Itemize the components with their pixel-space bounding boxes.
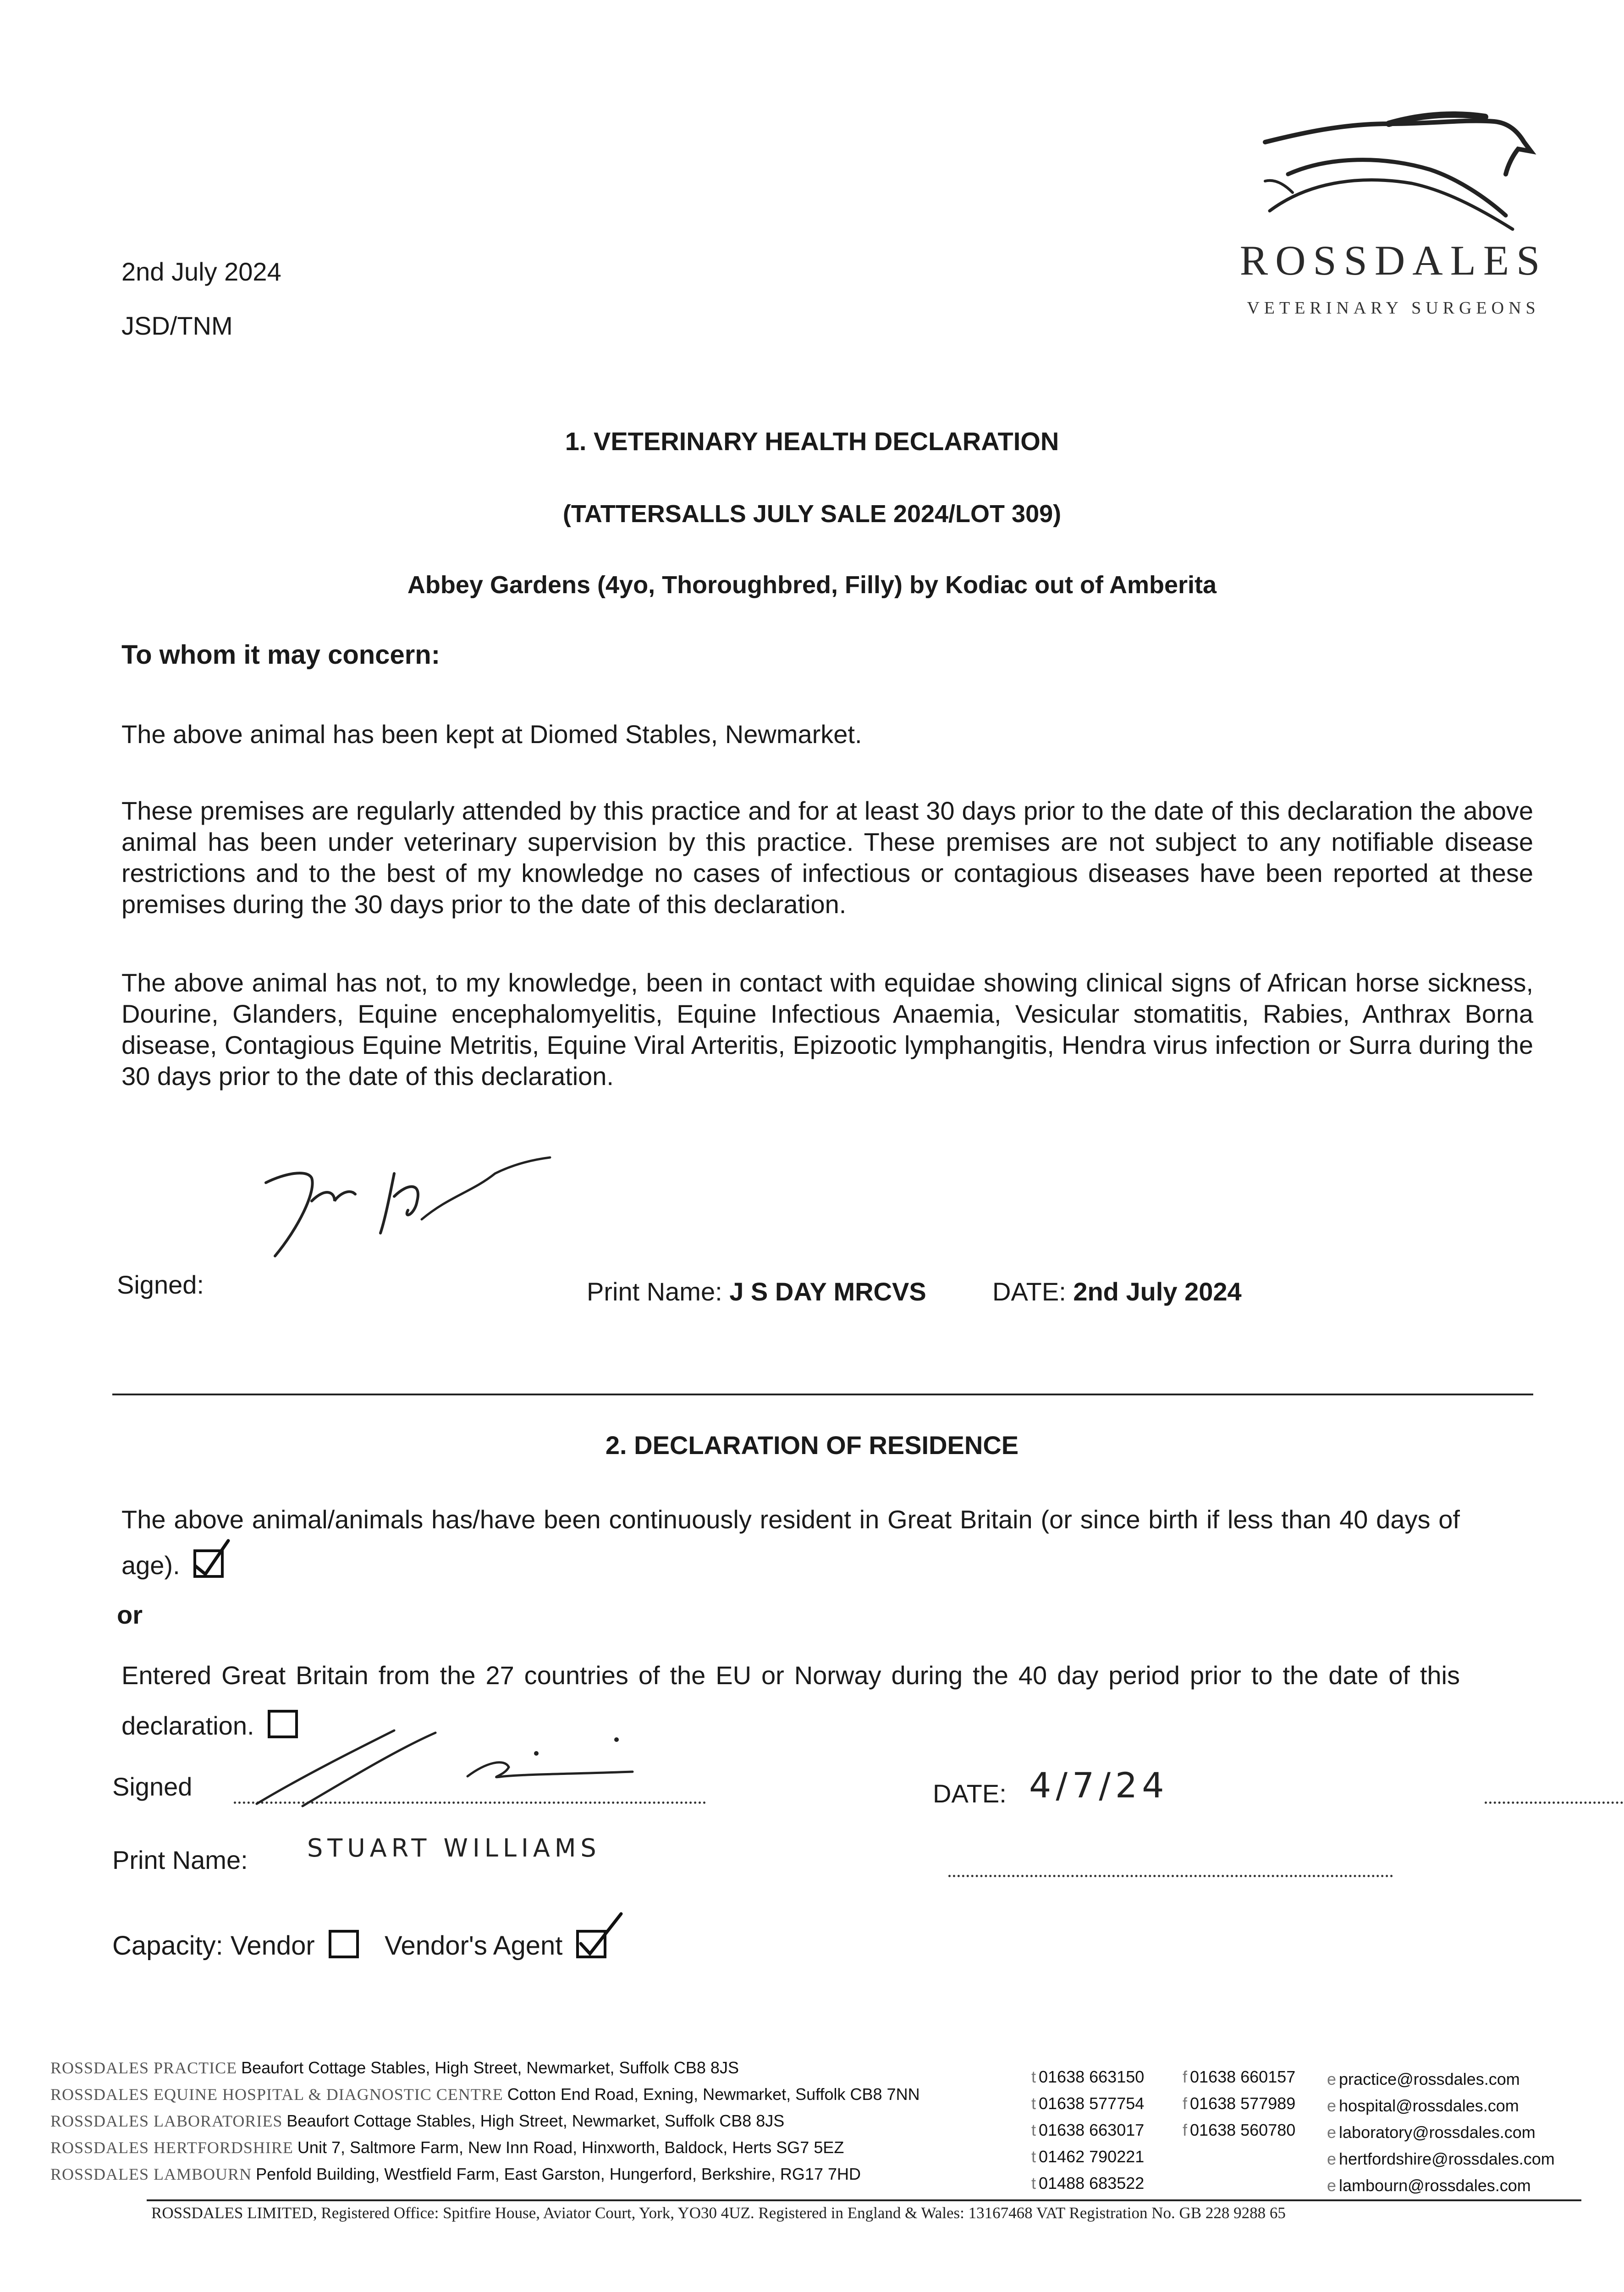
footer-email-link[interactable]: practice@rossdales.com [1339, 2070, 1520, 2088]
section-divider [112, 1394, 1533, 1395]
vet-date-label: DATE: [992, 1277, 1066, 1306]
letter-reference: JSD/TNM [121, 311, 233, 340]
check-mark-icon [575, 1912, 626, 1962]
salutation: To whom it may concern: [121, 640, 440, 670]
vet-signature-image [257, 1155, 559, 1265]
vendor-agent-label: Vendor's Agent [384, 1931, 563, 1961]
agent-signed-label: Signed [112, 1772, 193, 1801]
agent-print-name-line [948, 1852, 1393, 1877]
vendor-checkbox[interactable] [329, 1930, 359, 1958]
paragraph-premises: The above animal has been kept at Diomed Stables, Newmarket. [121, 720, 862, 749]
footer-site-row: ROSSDALES HERTFORDSHIRE Unit 7, Saltmore Farm, New Inn Road, Hinxworth, Baldock, Herts SG7 5EZ [50, 2138, 844, 2157]
footer-email-link[interactable]: laboratory@rossdales.com [1339, 2123, 1536, 2142]
footer-email-link[interactable]: hertfordshire@rossdales.com [1339, 2149, 1555, 2168]
or-separator: or [117, 1600, 143, 1629]
logo-wordmark: ROSSDALES [1239, 237, 1547, 284]
residence-gb-checkbox[interactable] [193, 1549, 224, 1578]
footer-site-row: ROSSDALES EQUINE HOSPITAL & DIAGNOSTIC CENTRE Cotton End Road, Exning, Newmarket, Suffolk CB8 7NN [50, 2085, 920, 2104]
footer-phone: 01462 790221 [1039, 2147, 1145, 2166]
vet-signed-label: Signed: [117, 1270, 204, 1299]
footer-phone: 01638 663017 [1039, 2121, 1145, 2139]
letter-date: 2nd July 2024 [121, 257, 281, 286]
footer-email-link[interactable]: lambourn@rossdales.com [1339, 2176, 1531, 2195]
footer-fax: 01638 560780 [1190, 2121, 1296, 2139]
agent-signature-image [248, 1721, 660, 1813]
residence-option-eu-text: Entered Great Britain from the 27 countries of the EU or Norway during the 40 day period prior to the date of this declaration. [121, 1661, 1460, 1740]
logo-subtitle: VETERINARY SURGEONS [1247, 298, 1540, 318]
footer-phone: 01638 663150 [1039, 2067, 1145, 2086]
footer-phone: 01638 577754 [1039, 2094, 1145, 2113]
agent-date-label: DATE: [933, 1779, 1007, 1808]
vet-date: 2nd July 2024 [1073, 1277, 1242, 1306]
footer-rule [147, 2199, 1581, 2201]
footer-site-row: ROSSDALES LAMBOURN Penfold Building, Westfield Farm, East Garston, Hungerford, Berkshire, RG17 7HD [50, 2165, 861, 2183]
check-mark-icon [192, 1538, 233, 1580]
vet-print-name: J S DAY MRCVS [729, 1277, 926, 1306]
capacity-vendor-label: Capacity: Vendor [112, 1931, 315, 1961]
section1-heading: 1. VETERINARY HEALTH DECLARATION [565, 427, 1059, 456]
residence-option-gb [121, 1497, 1460, 1588]
footer-site-row: ROSSDALES LABORATORIES Beaufort Cottage Stables, High Street, Newmarket, Suffolk CB8 8JS [50, 2111, 785, 2130]
vet-print-name-label: Print Name: [587, 1277, 722, 1306]
footer-email-link[interactable]: hospital@rossdales.com [1339, 2096, 1519, 2115]
section2-heading: 2. DECLARATION OF RESIDENCE [605, 1431, 1019, 1460]
agent-print-name-label: Print Name: [112, 1846, 248, 1874]
paragraph-supervision: These premises are regularly attended by this practice and for at least 30 days prior to the date of this declaration the above animal has been under veterinary supervision by this practice. These premises are not subject to any notifiable disease restrictions and to the best of my knowledge no cases of infectious or contagious diseases have been reported at these premises during the 30 days prior to the date of this declaration. [121, 796, 1533, 919]
vendor-agent-checkbox[interactable] [576, 1930, 606, 1958]
horse-logo-icon [1238, 105, 1549, 238]
animal-description: Abbey Gardens (4yo, Thoroughbred, Filly) by Kodiac out of Amberita [407, 571, 1217, 599]
footer-phone: 01488 683522 [1039, 2174, 1145, 2193]
footer-fax: 01638 577989 [1190, 2094, 1296, 2113]
section1-subheading: (TATTERSALLS JULY SALE 2024/LOT 309) [562, 500, 1062, 528]
agent-date-line [1485, 1779, 1624, 1804]
paragraph-contact: The above animal has not, to my knowledge, been in contact with equidae showing clinical signs of African horse sickness, Dourine, Glanders, Equine encephalomyelitis, Equine Infectious Anaemia, Vesicular stomatitis, Rabies, Anthrax Borna disease, Contagious Equine Metritis, Equine Viral Arteritis, Epizootic lymphangitis, Hendra virus infection or Surra during the 30 days prior to the date of this declaration. [121, 968, 1533, 1091]
residence-option-gb-text: The above animal/animals has/have been continuously resident in Great Britain (or since birth if less than 40 days of age). [121, 1505, 1460, 1580]
footer-site-row: ROSSDALES PRACTICE Beaufort Cottage Stables, High Street, Newmarket, Suffolk CB8 8JS [50, 2058, 739, 2077]
registered-office: ROSSDALES LIMITED, Registered Office: Spitfire House, Aviator Court, York, YO30 4UZ. Registered in England & Wales: 13167468 VAT Registration No. GB 228 9288 65 [151, 2204, 1286, 2222]
agent-print-name-handwritten: STUART WILLIAMS [307, 1834, 601, 1862]
company-logo [1238, 105, 1549, 344]
capacity-row [112, 1930, 606, 1961]
footer-fax: 01638 660157 [1190, 2067, 1296, 2086]
agent-date-handwritten: 4/7/24 [1029, 1765, 1169, 1806]
